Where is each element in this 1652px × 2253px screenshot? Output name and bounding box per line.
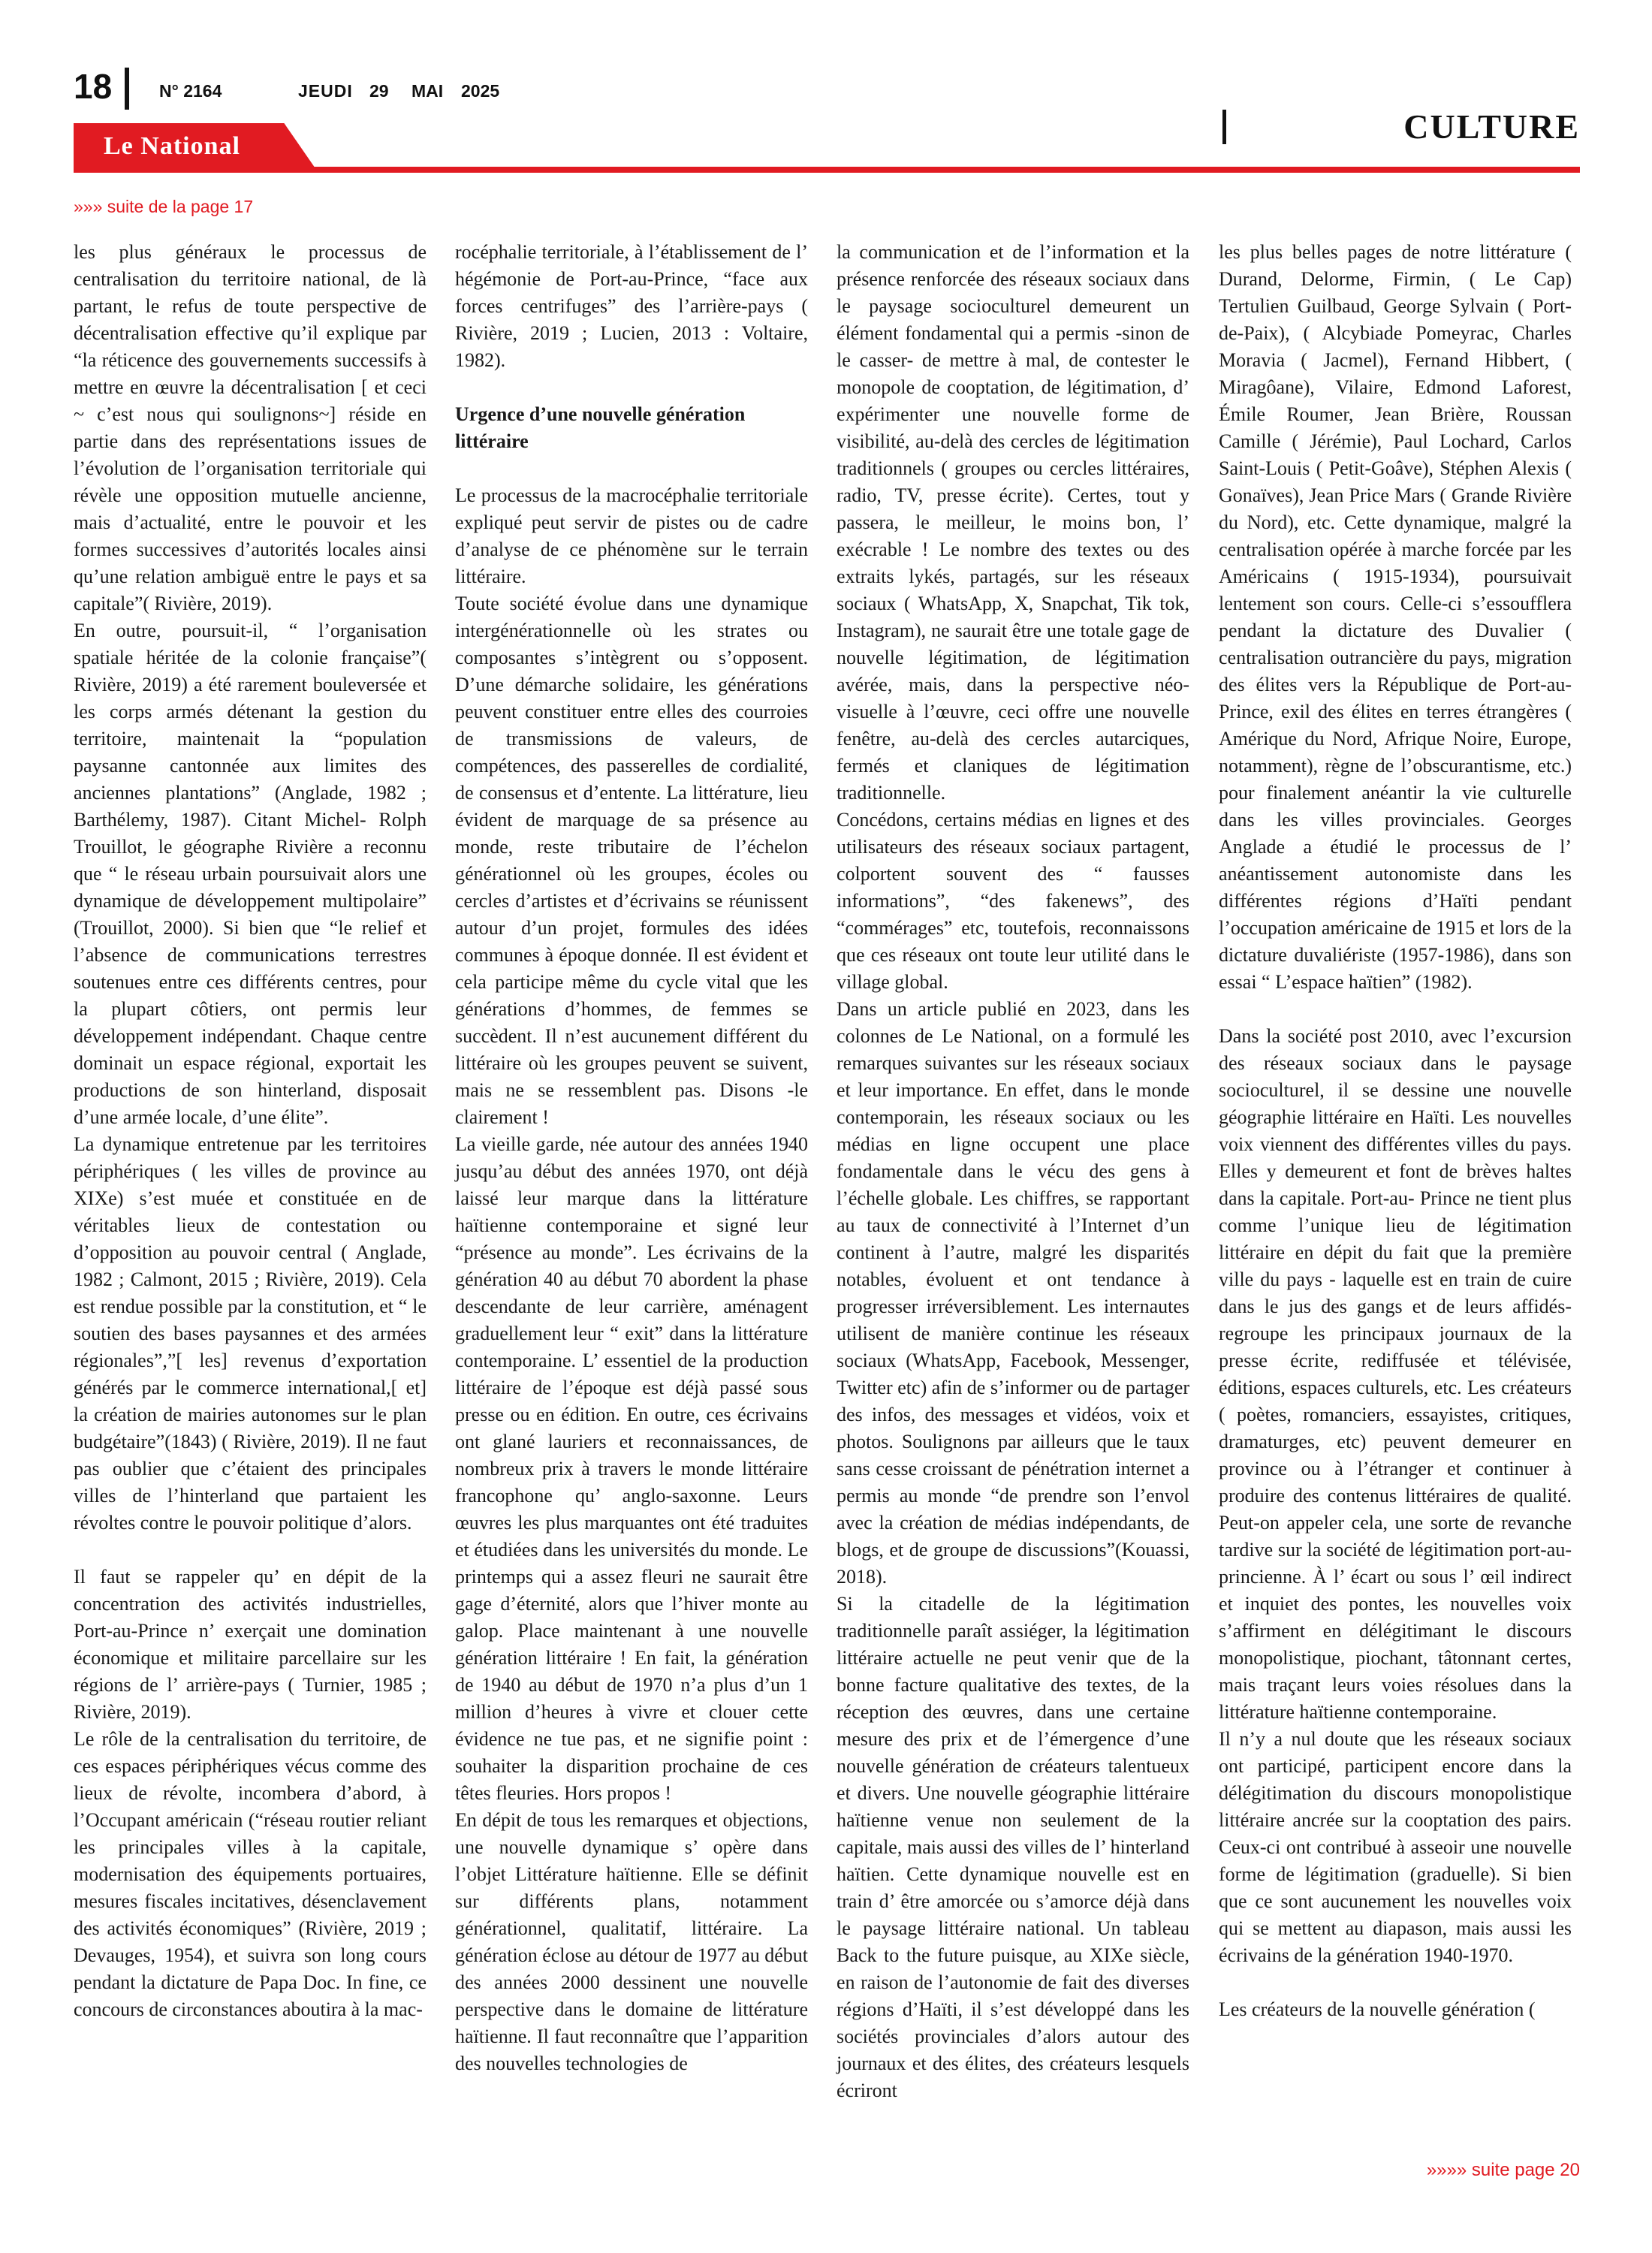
paragraph: les plus belles pages de notre littérature ( Durand, Delorme, Firmin, ( Le Cap) Tertulien Guilbaud, George Sylvain ( Port-de-Paix), ( Alcybiade Pomeyrac, Charles Moravia ( Jacmel), Fernand Hibbert, ( Miragôane), Vilaire, Edmond Laforest, Émile Roumer, Jean Brière, Roussan Camille ( Jérémie), Paul Lochard, Carlos Saint-Louis ( Petit-Goâve), Stéphen Alexis ( Gonaïves), Jean Price Mars ( Grande Rivière du Nord), etc. Cette dynamique, malgré la centralisation opérée à marche forcée par les Américains ( 1915-1934), poursuivait lentement son cours. Celle-ci s’essoufflera pendant la dictature des Duvalier ( centralisation outrancière du pays, migration des élites vers la République de Port-au-Prince, exil des élites en terres étrangères ( Amérique du Nord, Afrique Noire, Europe, notamment), règne de l’obscurantisme, etc.) pour finalement anéantir la vie culturelle dans les villes provinciales. Georges Anglade a étudié le processus de l’ anéantissement autonomiste dans les différentes régions d’Haïti pendant l’occupation américaine de 1915 et lors de la dictature duvaliériste (1957-1986), dans son essai “ L’espace haïtien” (1982). [1219, 241, 1572, 993]
paragraph: Toute société évolue dans une dynamique intergénérationnelle où les strates ou composantes s’intègrent ou s’opposent. D’une démarche solidaire, les générations peuvent constituer entre elles des courroies de transmissions de valeurs, de compétences, des passerelles de cordialité, de consensus et d’entente. La littérature, lieu évident de marquage de sa présence au monde, reste tributaire de l’échelon générationnel où les groupes, écoles ou cercles d’artistes et d’écrivains se réunissent autour d’un projet, formules des idées communes à époque donnée. Il est évident et cela participe même du cycle vital que les générations d’hommes, de femmes se succèdent. Il n’est aucunement différent du littéraire où les groupes peuvent se suivent, mais ne se ressemblent pas. Disons -le clairement ! [455, 593, 808, 1128]
article-column-4 [1219, 239, 1572, 2023]
article-column-3 [837, 239, 1189, 2104]
page-number: 18 [74, 67, 113, 106]
continued-from-link[interactable]: »»» suite de la page 17 [74, 197, 254, 216]
paragraph: Les créateurs de la nouvelle génération ( [1219, 1998, 1536, 2020]
paragraph: Dans la société post 2010, avec l’excursion des réseaux sociaux dans le paysage socioculturel, il se dessine une nouvelle géographie littéraire en Haïti. Les nouvelles voix viennent des différentes villes du pays. Elles y demeurent et font de brèves haltes dans la capitale. Port-au- Prince ne tient plus comme l’unique lieu de légitimation littéraire en dépit du fait que la première ville du pays - laquelle est en train de cuire dans le jus des gangs et de leurs affidés- regroupe les principaux journaux de la presse écrite, rediffusée et télévisée, éditions, espaces culturels, etc. Les créateurs ( poètes, romanciers, essayistes, critiques, dramaturges, etc) peuvent demeurer en province ou à l’étranger et continuer à produire des contenus littéraires de qualité. Peut-on appeler cela, une sorte de revanche tardive sur la société de légitimation port-au-princienne. À l’ écart ou sous l’ œil indirect et inquiet des pontes, les nouvelles voix s’affirment en délégitimant le discours monopolistique, piochant, tâtonnant certes, mais traçant leurs voies résolues dans la littérature haïtienne contemporaine. [1219, 1025, 1572, 1723]
paragraph: la communication et de l’information et la présence renforcée des réseaux sociaux dans le paysage socioculturel demeurent un élément fondamental qui a permis -sinon de le casser- de mettre à mal, de contester le monopole de cooptation, de légitimation, d’ expérimenter une nouvelle forme de visibilité, au-delà des cercles de légitimation traditionnels ( groupes ou cercles littéraires, radio, TV, presse écrite). Certes, tout y passera, le meilleur, le moins bon, l’ exécrable ! Le nombre des textes ou des extraits lykés, partagés, sur les réseaux sociaux ( WhatsApp, X, Snapchat, Tik tok, Instagram), ne saurait être une totale gage de nouvelle légitimation, de légitimation avérée, mais, dans la perspective néo-visuelle à l’œuvre, ceci offre une nouvelle fenêtre, au-delà des cercles autarciques, fermés et claniques de légitimation traditionnelle. [837, 241, 1189, 804]
paragraph: Il faut se rappeler qu’ en dépit de la concentration des activités industrielles, Port-au-Prince n’ exerçait une domination économique et militaire parcellaire sur les régions de l’ arrière-pays ( Turnier, 1985 ; Rivière, 2019). [74, 1566, 427, 1723]
issue-month: MAI [411, 81, 444, 101]
section-divider [1222, 110, 1226, 144]
paragraph: rocéphalie territoriale, à l’établissement de l’ hégémonie de Port-au-Prince, “face aux forces centrifuges” des l’arrière-pays ( Rivière, 2019 ; Lucien, 2013 : Voltaire, 1982). [455, 241, 808, 371]
paragraph: Si la citadelle de la légitimation traditionnelle paraît assiéger, la légitimation littéraire actuelle ne peut venir que de la bonne facture qualitative des textes, de la réception des œuvres, dans une certaine mesure des prix et de l’émergence d’une nouvelle génération de créateurs talentueux et divers. Une nouvelle géographie littéraire haïtienne venue non seulement de la capitale, mais aussi des villes de l’ hinterland haïtien. Cette dynamique nouvelle est en train d’ être amorcée ou s’amorce déjà dans le paysage littéraire national. Un tableau Back to the future puisque, au XIXe siècle, en raison de l’autonomie de fait des diverses régions d’Haïti, il s’est développé dans les sociétés provinciales d’alors autour des journaux et des élites, des créateurs lesquels écriront [837, 1593, 1189, 2101]
paragraph: La dynamique entretenue par les territoires périphériques ( les villes de province au XIXe) s’est muée et constituée en de véritables lieux de contestation ou d’opposition au pouvoir central ( Anglade, 1982 ; Calmont, 2015 ; Rivière, 2019). Cela est rendue possible par la constitution, et “ le soutien des bases paysannes et des armées régionales”,”[ les] revenus d’exportation générés par le commerce international,[ et] la création de mairies autonomes sur le plan budgétaire”(1843) ( Rivière, 2019). Il ne faut pas oublier que c’étaient des principales villes de l’hinterland que partaient les révoltes contre le pouvoir politique d’alors. [74, 1133, 427, 1534]
issue-day: JEUDI [298, 81, 353, 101]
article-column-1 [74, 239, 427, 2023]
paragraph: En outre, poursuit-il, “ l’organisation spatiale héritée de la colonie française”( Rivière, 2019) a été rarement bouleversée et les corps armés détenant la gestion du territoire, maintenait la “population paysanne cantonnée aux limites des anciennes plantations” (Anglade, 1982 ; Barthélemy, 1987). Citant Michel- Rolph Trouillot, le géographe Rivière a reconnu que “ le réseau urbain poursuivait alors une dynamique de développement multipolaire” (Trouillot, 2000). Si bien que “le relief et l’absence de communications terrestres soutenues entre ces différents centres, pour la plupart côtiers, ont permis leur développement indépendant. Chaque centre dominait un espace régional, exportait les productions de son hinterland, disposait d’une armée locale, d’une élite”. [74, 620, 427, 1128]
section-title: CULTURE [1403, 107, 1580, 146]
subheading: Urgence d’une nouvelle génération littéraire [455, 403, 746, 452]
page-header [0, 0, 1652, 188]
issue-number: N° 2164 [159, 81, 222, 101]
paragraph: Dans un article publié en 2023, dans les colonnes de Le National, on a formulé les remarques suivantes sur les réseaux sociaux et leur importance. En effet, dans le monde contemporain, les réseaux sociaux ou les médias en ligne occupent une place fondamentale dans le vécu des gens à l’échelle globale. Les chiffres, se rapportant au taux de connectivité à l’Internet d’un continent à l’autre, malgré les disparités notables, évoluent et ont tendance à progresser irréversiblement. Les internautes utilisent de manière continue les réseaux sociaux (WhatsApp, Facebook, Messenger, Twitter etc) afin de s’informer ou de partager des infos, des messages et vidéos, voix et photos. Soulignons par ailleurs que le taux sans cesse croissant de pénétration internet a permis au monde “de prendre son l’envol avec la création de médias indépendants, de blogs, et de groupe de discussions”(Kouassi, 2018). [837, 998, 1189, 1588]
issue-date: 29 [369, 81, 389, 101]
paragraph: La vieille garde, née autour des années 1940 jusqu’au début des années 1970, ont déjà laissé leur marque dans la littérature haïtienne contemporaine et signé leur “présence au monde”. Les écrivains de la génération 40 au début 70 abordent la phase descendante de leur carrière, aménagent graduellement leur “ exit” dans la littérature contemporaine. L’ essentiel de la production littéraire de l’époque est déjà passé sous presse ou en édition. En outre, ces écrivains ont glané lauriers et reconnaissances, de nombreux prix à travers le monde littéraire francophone qu’ anglo-saxonne. Leurs œuvres les plus marquantes ont été traduites et étudiées dans les universités du monde. Le printemps qui a assez fleuri ne saurait être gage d’éternité, alors que l’hiver monte au galop. Place maintenant à une nouvelle génération littéraire ! En fait, la génération de 1940 au début de 1970 n’a plus d’un 1 million d’heures à vivre et clouer cette évidence ne tue pas, et ne signifie point : souhaiter la disparition prochaine de ces têtes fleuries. Hors propos ! [455, 1133, 808, 1804]
paragraph: Le processus de la macrocéphalie territoriale expliqué peut servir de pistes ou de cadre d’analyse de ce phénomène sur le terrain littéraire. [455, 484, 808, 587]
page-number-divider [125, 68, 129, 110]
newspaper-logo: Le National [104, 132, 240, 160]
article-body [74, 239, 1580, 2161]
paragraph: Il n’y a nul doute que les réseaux sociaux ont participé, participent encore dans la délégitimation du discours monopolistique littéraire ancrée sur la cooptation des pairs. Ceux-ci ont contribué à asseoir une nouvelle forme de légitimation (graduelle). Si bien que ce sont aucunement les nouvelles voix qui se mettent au diapason, mais aussi les écrivains de la génération 1940-1970. [1219, 1728, 1572, 1966]
continued-to-link[interactable]: »»»» suite page 20 [1426, 2160, 1580, 2180]
issue-year: 2025 [461, 81, 500, 101]
article-column-2 [455, 239, 808, 2077]
paragraph: En dépit de tous les remarques et objections, une nouvelle dynamique s’ opère dans l’objet Littérature haïtienne. Elle se définit sur différents plans, notamment générationnel, qualitatif, littéraire. La génération éclose au détour de 1977 au début des années 2000 dessinent une nouvelle perspective dans le domaine de littérature haïtienne. Il faut reconnaître que l’apparition des nouvelles technologies de [455, 1809, 808, 2074]
paragraph: les plus généraux le processus de centralisation du territoire national, de là partant, le refus de toute perspective de décentralisation effective qu’il explique par “la réticence des gouvernements successifs à mettre en œuvre la décentralisation [ et ceci ~ c’est nous qui soulignons~] réside en partie dans des représentations issues de l’évolution de l’organisation territoriale qui révèle une opposition mutuelle ancienne, mais d’actualité, entre le pouvoir et les formes successives d’autorités locales ainsi qu’une relation ambiguë entre le pays et sa capitale”( Rivière, 2019). [74, 241, 427, 614]
paragraph: Concédons, certains médias en lignes et des utilisateurs des réseaux sociaux partagent, colportent souvent des “ fausses informations”, “des fakenews”, des “commérages” etc, toutefois, reconnaissons que ces réseaux ont toute leur utilité dans le village global. [837, 809, 1189, 993]
paragraph: Le rôle de la centralisation du territoire, de ces espaces périphériques vécus comme des lieux de révolte, incombera d’abord, à l’Occupant américain (“réseau routier reliant les principales villes à la capitale, modernisation des équipements portuaires, mesures fiscales incitatives, désenclavement des activités économiques” (Rivière, 2019 ; Devauges, 1954), et suivra son long cours pendant la dictature de Papa Doc. In fine, ce concours de circonstances aboutira à la mac- [74, 1728, 427, 2020]
